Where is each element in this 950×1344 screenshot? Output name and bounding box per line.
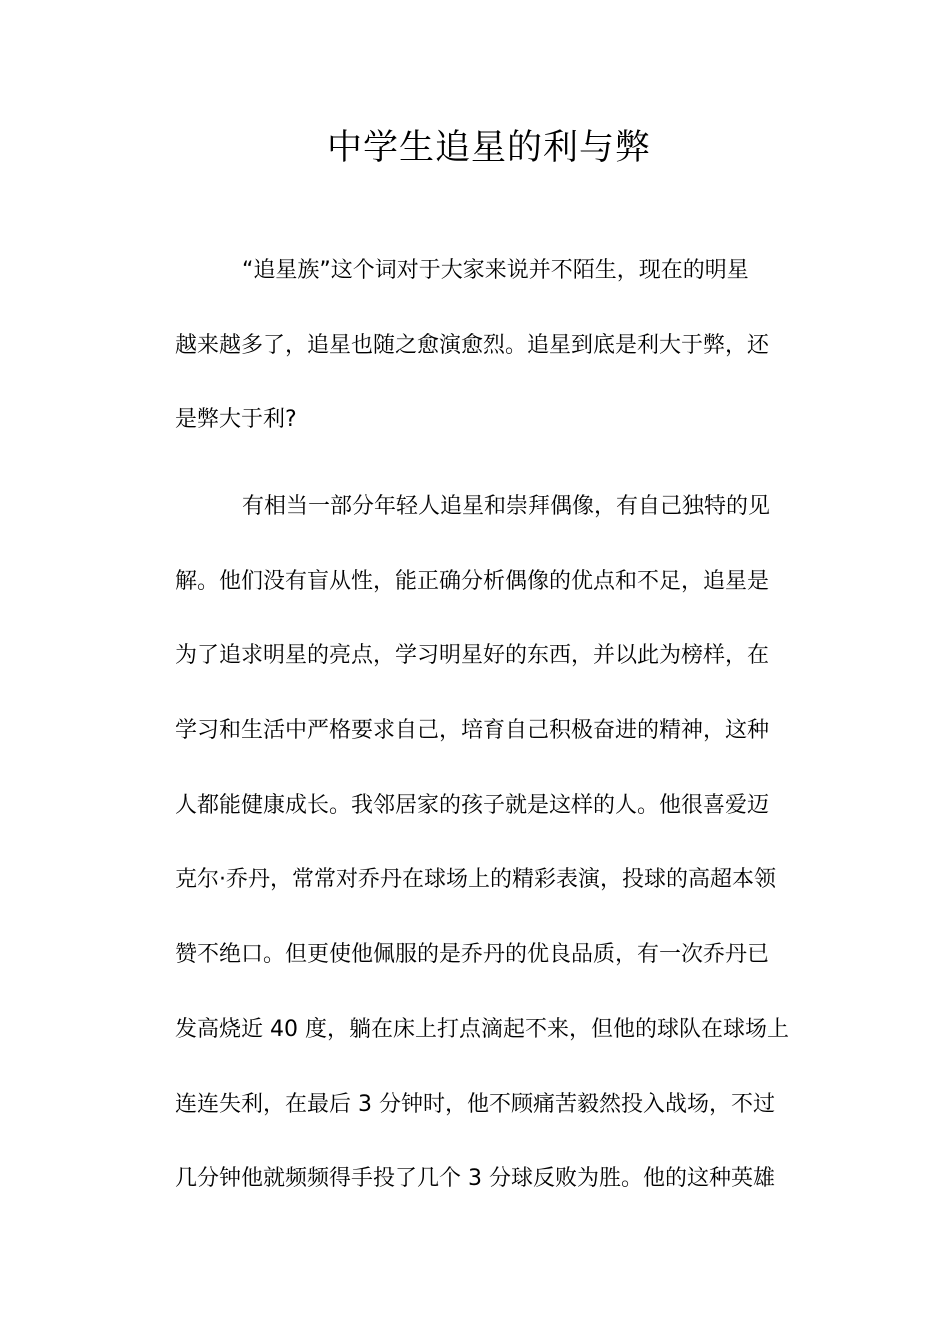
paragraph-2-line-10: 几分钟他就频频得手投了几个 3 分球反败为胜。他的这种英雄 <box>175 1166 775 1191</box>
paragraph-2-line-9: 连连失利，在最后 3 分钟时，他不顾痛苦毅然投入战场，不过 <box>175 1092 775 1117</box>
paragraph-2-line-3: 为了追求明星的亮点，学习明星好的东西，并以此为榜样，在 <box>175 643 770 668</box>
paragraph-2-line-1: 有相当一部分年轻人追星和崇拜偶像，有自己独特的见 <box>242 494 771 519</box>
paragraph-1-line-2: 越来越多了，追星也随之愈演愈烈。追星到底是利大于弊，还 <box>175 333 770 358</box>
paragraph-2-line-5: 人都能健康成长。我邻居家的孩子就是这样的人。他很喜爱迈 <box>175 793 770 818</box>
paragraph-2-line-7: 赞不绝口。但更使他佩服的是乔丹的优良品质，有一次乔丹已 <box>175 942 770 967</box>
paragraph-2-line-6: 克尔·乔丹，常常对乔丹在球场上的精彩表演，投球的高超本领 <box>175 867 776 892</box>
paragraph-1-line-3: 是弊大于利? <box>175 407 297 432</box>
paragraph-2-line-8: 发高烧近 40 度，躺在床上打点滴起不来，但他的球队在球场上 <box>175 1017 789 1042</box>
document-title: 中学生追星的利与弊 <box>326 128 651 168</box>
paragraph-1-line-1: “追星族”这个词对于大家来说并不陌生，现在的明星 <box>242 258 749 283</box>
paragraph-2-line-4: 学习和生活中严格要求自己，培育自己积极奋进的精神，这种 <box>175 718 770 743</box>
paragraph-2-line-2: 解。他们没有盲从性，能正确分析偶像的优点和不足，追星是 <box>175 569 770 594</box>
